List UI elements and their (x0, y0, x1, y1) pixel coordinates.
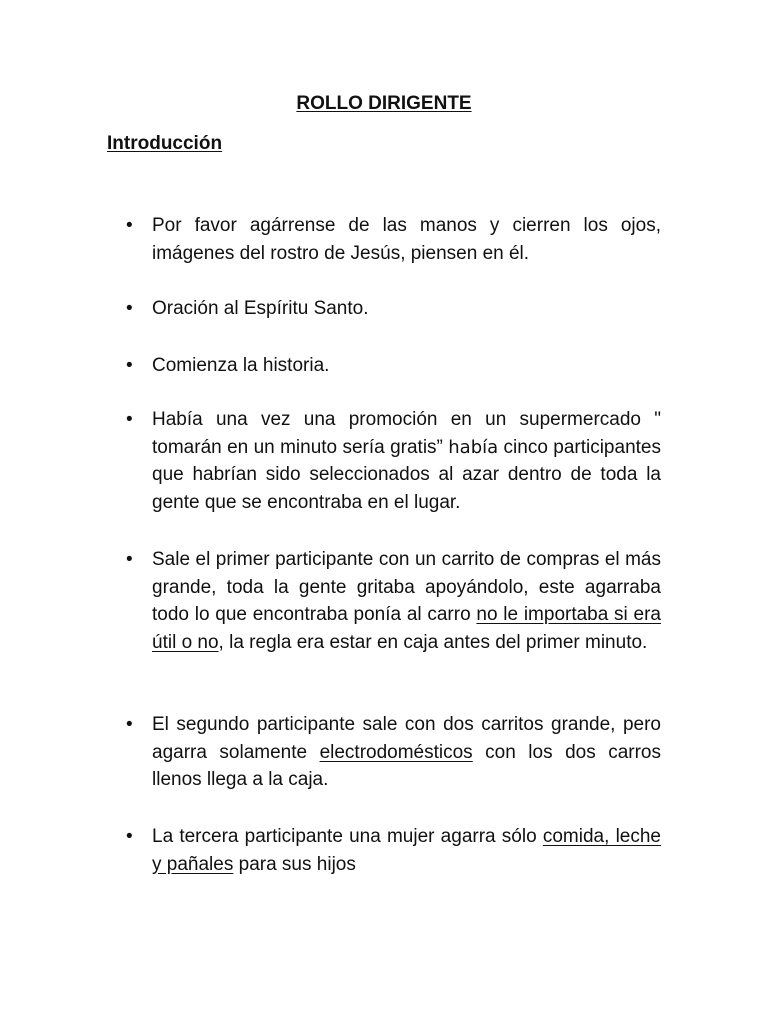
underlined-text: no le importaba si era útil o no (152, 604, 661, 653)
item-text-alt-font: había (448, 436, 499, 458)
list-item (126, 212, 661, 267)
bullet-icon: • (126, 409, 133, 430)
bullet-icon: • (126, 714, 133, 735)
item-text: Sale el primer participante con un carrito de compras el más grande, toda la gente gritaba apoyándolo, este agarraba todo lo que encontraba ponía al carro (152, 549, 661, 625)
item-text: La tercera participante una mujer agarra sólo (152, 826, 543, 847)
bullet-icon: • (126, 298, 133, 319)
underlined-text: comida, leche y pañales (152, 826, 662, 875)
bullet-icon: • (126, 215, 133, 236)
list-item (126, 406, 661, 516)
list-item (126, 711, 661, 794)
item-text: El segundo participante sale con dos carritos grande, pero agarra solamente (152, 714, 661, 763)
document-title: ROLLO DIRIGENTE (296, 93, 472, 114)
item-text: Comienza la historia. (152, 355, 330, 376)
item-text: Por favor agárrense de las manos y cierren los ojos, imágenes del rostro de Jesús, piensen en él. (152, 215, 661, 264)
bullet-icon: • (126, 549, 133, 570)
bullet-icon: • (126, 826, 133, 847)
bullet-icon: • (126, 355, 133, 376)
item-text: con los dos carros llenos llega a la caja. (152, 741, 661, 790)
section-heading: Introducción (107, 133, 223, 154)
underlined-text: electrodomésticos (319, 741, 473, 763)
item-text: Había una vez una promoción en un supermercado " tomarán en un minuto sería gratis” (152, 409, 661, 458)
list-item (126, 823, 662, 878)
item-text: para sus hijos (233, 853, 356, 875)
list-item (126, 352, 661, 380)
item-text: cinco participantes que habrían sido seleccionados al azar dentro de toda la gente que se encontraba en el lugar. (152, 436, 661, 513)
list-item (126, 295, 661, 323)
list-item (126, 546, 661, 656)
item-text: , la regla era estar en caja antes del primer minuto. (218, 631, 648, 653)
item-text: Oración al Espíritu Santo. (152, 298, 369, 319)
